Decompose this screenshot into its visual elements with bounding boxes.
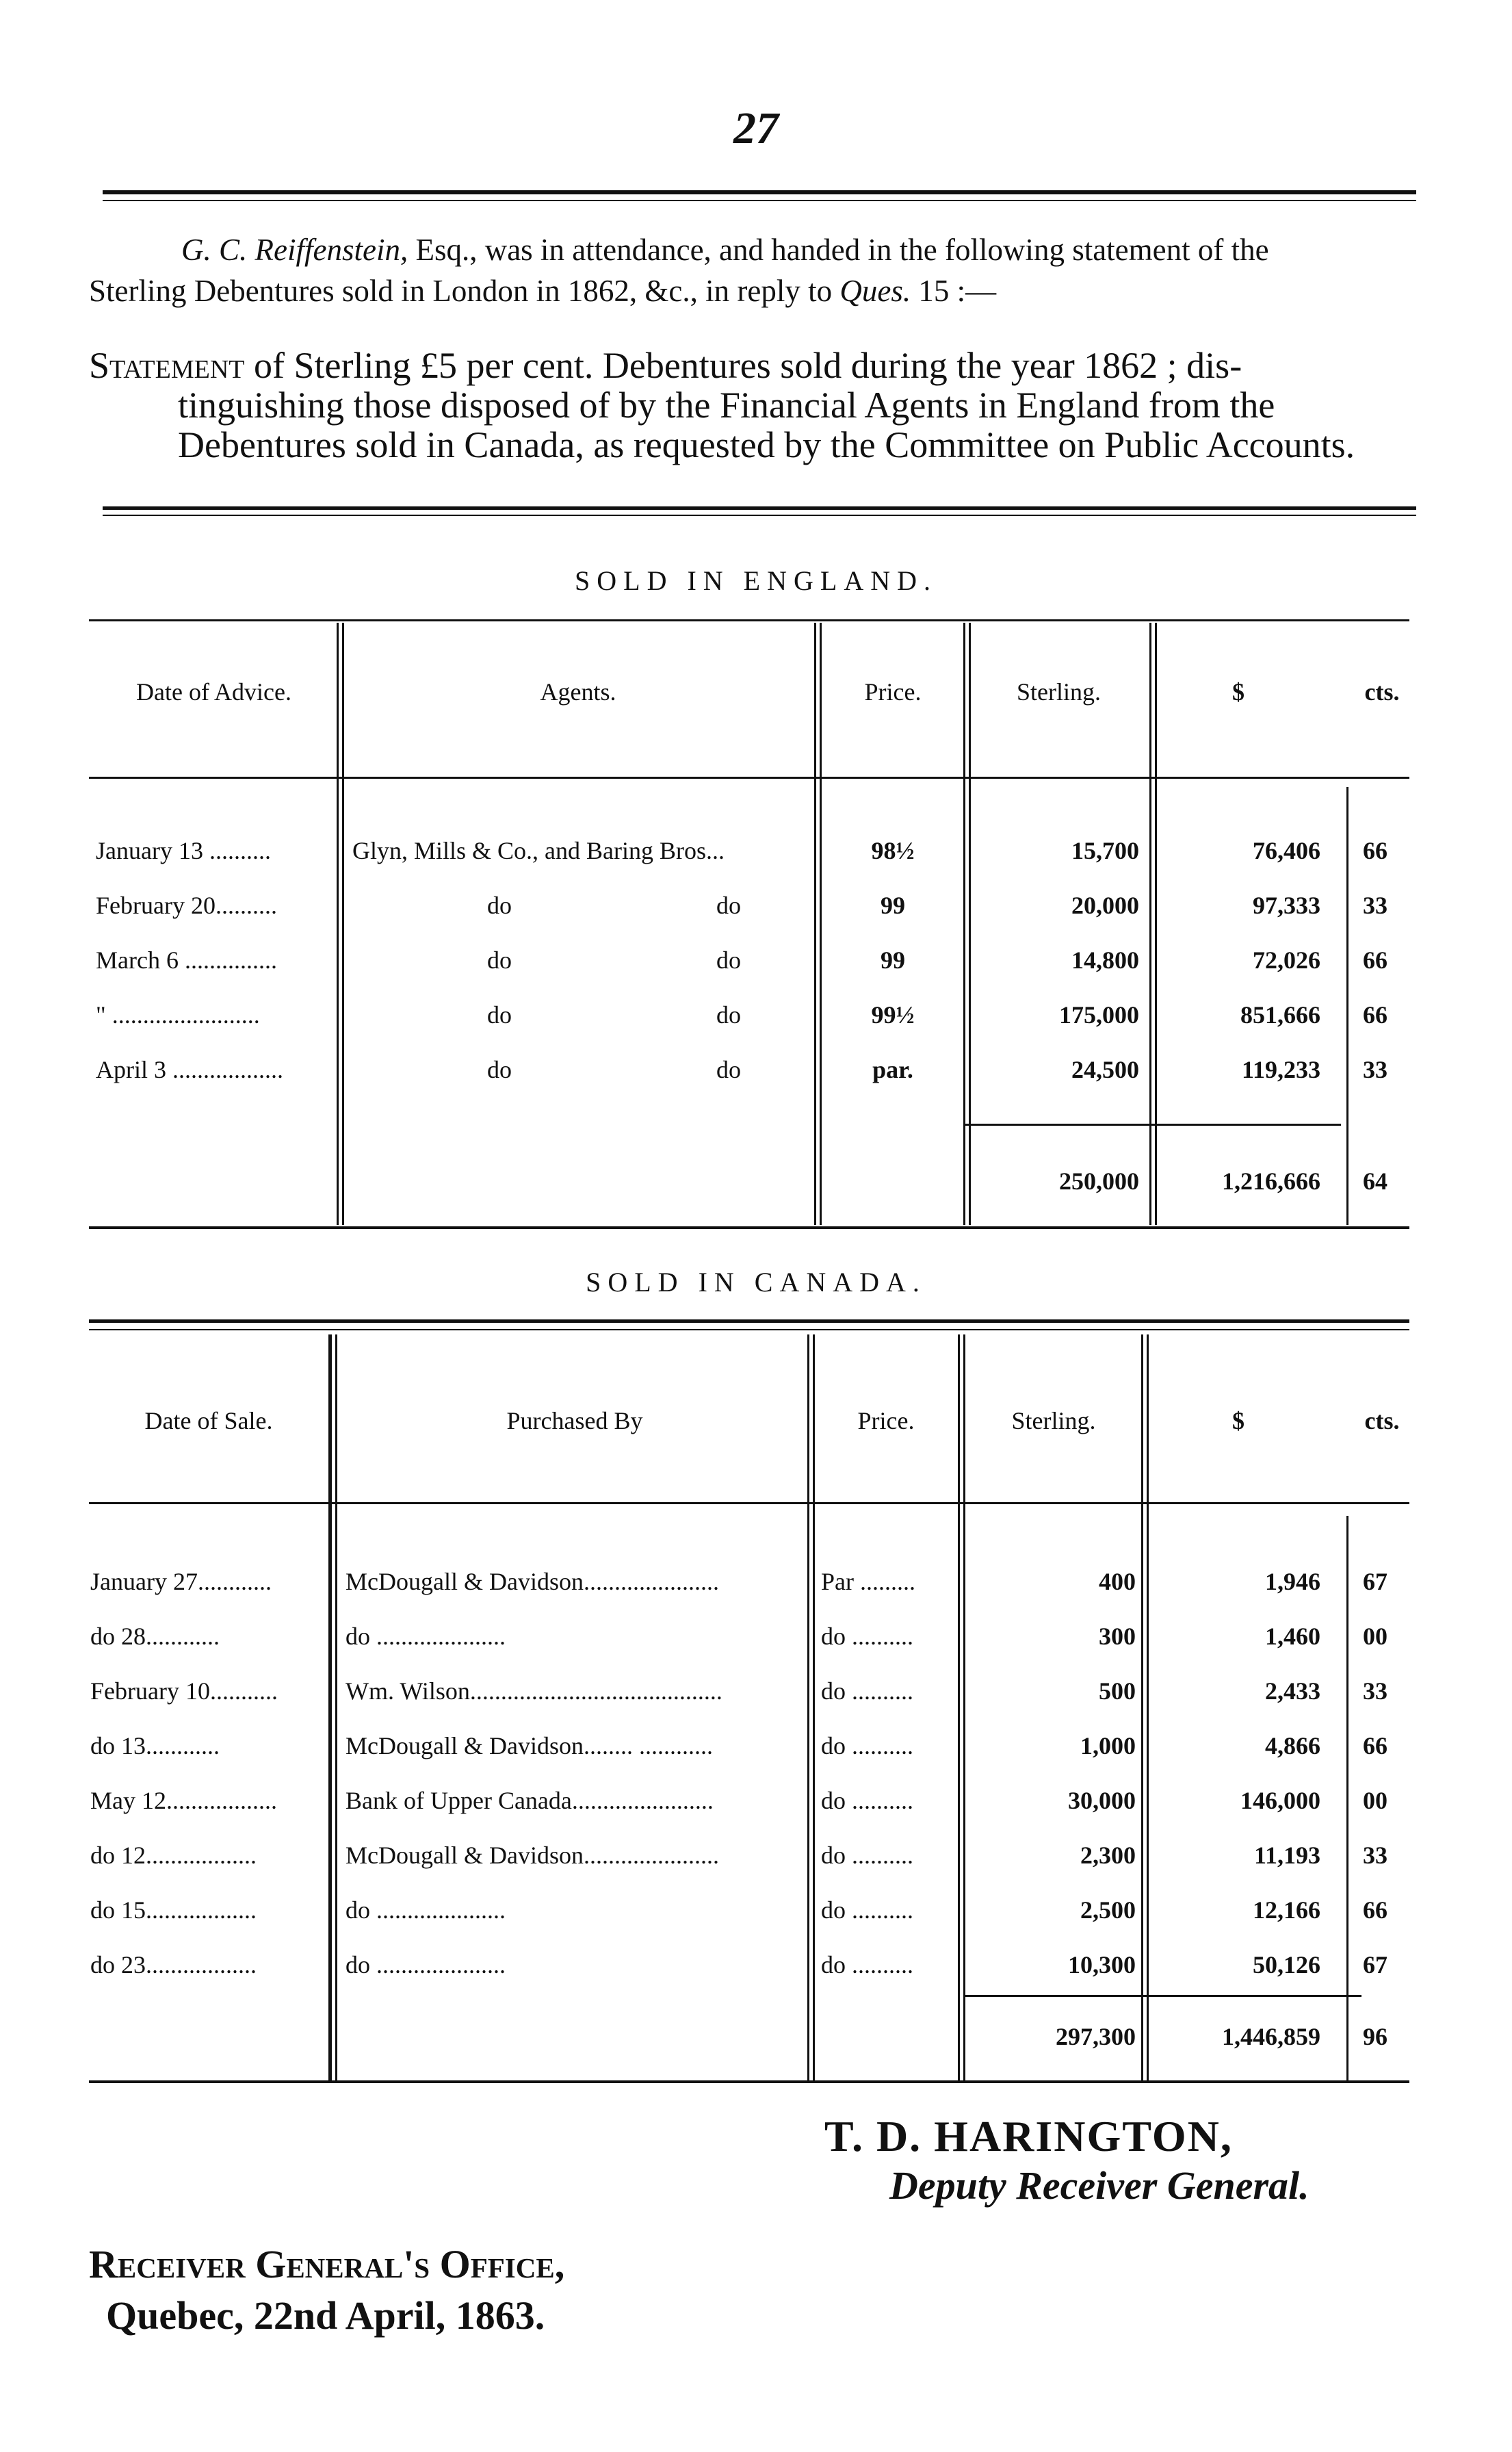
canada-row-price: do .......... xyxy=(821,1677,913,1705)
england-row-dollars: 76,406 xyxy=(1253,837,1320,864)
england-header-dollars: $ xyxy=(1232,678,1244,706)
england-row-dollars: 97,333 xyxy=(1253,892,1320,919)
canada-row-dollars: 2,433 xyxy=(1265,1677,1320,1705)
england-row-price: 99½ xyxy=(871,1001,915,1029)
england-row-cents: 66 xyxy=(1363,837,1387,864)
canada-row-date: do 15.................. xyxy=(90,1896,257,1924)
canada-row-sterling: 300 xyxy=(1099,1623,1136,1650)
canada-row-price: do .......... xyxy=(821,1896,913,1924)
office-line-2: Quebec, 22nd April, 1863. xyxy=(106,2293,545,2338)
england-header-top-rule xyxy=(89,619,1409,621)
canada-row-buyer: Wm. Wilson......................................... xyxy=(346,1677,722,1705)
england-col-divider-4b xyxy=(1155,623,1157,1225)
canada-row-price: do .......... xyxy=(821,1842,913,1869)
canada-row-date: do 12.................. xyxy=(90,1842,257,1869)
canada-row-cents: 33 xyxy=(1363,1842,1387,1869)
england-row-dollars: 72,026 xyxy=(1253,946,1320,974)
england-header-sterling: Sterling. xyxy=(1017,678,1101,706)
england-col-divider-3b xyxy=(969,623,971,1225)
england-row-agent-2: do xyxy=(716,1056,741,1083)
canada-bottom-rule xyxy=(89,2080,1409,2083)
canada-row-price: do .......... xyxy=(821,1623,913,1650)
canada-v1b xyxy=(335,1334,337,2080)
canada-row-dollars: 50,126 xyxy=(1253,1951,1320,1978)
canada-row-cents: 33 xyxy=(1363,1677,1387,1705)
canada-v4 xyxy=(1141,1334,1143,2080)
intro-paragraph xyxy=(89,229,1430,311)
canada-row-buyer: do ..................... xyxy=(346,1896,506,1924)
page-number: 27 xyxy=(733,103,779,153)
canada-row-cents: 66 xyxy=(1363,1896,1387,1924)
canada-total-cents: 96 xyxy=(1363,2023,1387,2050)
england-col-divider-3 xyxy=(963,623,965,1225)
canada-row-dollars: 1,460 xyxy=(1265,1623,1320,1650)
canada-row-buyer: McDougall & Davidson...................... xyxy=(346,1568,719,1595)
england-row-agent: Glyn, Mills & Co., and Baring Bros... xyxy=(352,837,725,864)
canada-row-dollars: 146,000 xyxy=(1240,1787,1320,1814)
canada-total-dollars: 1,446,859 xyxy=(1222,2023,1320,2050)
canada-row-cents: 00 xyxy=(1363,1787,1387,1814)
england-row-date: April 3 .................. xyxy=(96,1056,283,1083)
england-row-dollars: 851,666 xyxy=(1240,1001,1320,1029)
canada-v5 xyxy=(1346,1516,1348,2080)
canada-total-sterling: 297,300 xyxy=(1056,2023,1136,2050)
england-col-divider-4 xyxy=(1149,623,1151,1225)
canada-row-date: February 10........... xyxy=(90,1677,278,1705)
canada-row-price: Par ......... xyxy=(821,1568,915,1595)
canada-row-buyer: McDougall & Davidson...................... xyxy=(346,1842,719,1869)
canada-row-sterling: 500 xyxy=(1099,1677,1136,1705)
canada-row-buyer: do ..................... xyxy=(346,1951,506,1978)
statement-rule-2 xyxy=(103,515,1416,516)
england-row-agent: do xyxy=(487,1001,512,1029)
canada-row-sterling: 2,300 xyxy=(1080,1842,1136,1869)
intro-text-3: 15 :— xyxy=(911,274,997,308)
canada-row-buyer: do ..................... xyxy=(346,1623,506,1650)
canada-header-top-rule-2 xyxy=(89,1329,1409,1330)
canada-row-dollars: 12,166 xyxy=(1253,1896,1320,1924)
canada-v1 xyxy=(330,1334,332,2080)
england-col-divider-1b xyxy=(342,623,344,1225)
statement-line-2: tinguishing those disposed of by the Financial Agents in England from the xyxy=(178,385,1275,426)
intro-ques: Ques. xyxy=(839,274,911,308)
canada-row-date: do 13............ xyxy=(90,1732,220,1759)
england-row-agent: do xyxy=(487,946,512,974)
canada-row-price: do .......... xyxy=(821,1951,913,1978)
england-row-agent: do xyxy=(487,892,512,919)
england-row-price: par. xyxy=(872,1056,913,1083)
england-row-date: January 13 .......... xyxy=(96,837,271,864)
england-header-date: Date of Advice. xyxy=(136,678,291,706)
england-section-title: SOLD IN ENGLAND. xyxy=(575,565,937,596)
england-header-price: Price. xyxy=(864,678,922,706)
england-row-date: February 20.......... xyxy=(96,892,277,919)
canada-v2 xyxy=(807,1334,809,2080)
england-header-bottom-rule xyxy=(89,777,1409,779)
office-line-1: Receiver General's Office, xyxy=(89,2242,565,2286)
england-row-cents: 33 xyxy=(1363,1056,1387,1083)
england-header-agents: Agents. xyxy=(540,678,616,706)
statement-heading xyxy=(89,346,1430,465)
england-row-agent-2: do xyxy=(716,946,741,974)
canada-row-dollars: 11,193 xyxy=(1253,1842,1320,1869)
canada-row-buyer: McDougall & Davidson........ ............ xyxy=(346,1732,713,1759)
england-total-cents: 64 xyxy=(1363,1167,1387,1195)
canada-header-price: Price. xyxy=(857,1407,915,1434)
intro-text-2: Sterling Debentures sold in London in 1862, &c., in reply to xyxy=(89,274,840,308)
statement-rule-1 xyxy=(103,506,1416,510)
statement-line-1: of Sterling £5 per cent. Debentures sold during the year 1862 ; dis- xyxy=(244,345,1242,386)
canada-row-dollars: 1,946 xyxy=(1265,1568,1320,1595)
canada-row-price: do .......... xyxy=(821,1787,913,1814)
canada-v2b xyxy=(813,1334,815,2080)
england-total-rule xyxy=(965,1124,1341,1126)
england-row-sterling: 15,700 xyxy=(1071,837,1139,864)
top-rule-thick xyxy=(103,190,1416,194)
canada-v3b xyxy=(963,1334,965,2080)
england-col-divider-1 xyxy=(337,623,339,1225)
canada-v4b xyxy=(1147,1334,1149,2080)
england-row-cents: 33 xyxy=(1363,892,1387,919)
signature-name: T. D. HARINGTON, xyxy=(824,2112,1233,2160)
canada-row-date: May 12.................. xyxy=(90,1787,277,1814)
england-header-cents: cts. xyxy=(1364,678,1400,706)
canada-row-sterling: 2,500 xyxy=(1080,1896,1136,1924)
england-row-agent-2: do xyxy=(716,1001,741,1029)
canada-row-date: do 28............ xyxy=(90,1623,220,1650)
england-row-agent-2: do xyxy=(716,892,741,919)
canada-header-sterling: Sterling. xyxy=(1011,1407,1096,1434)
canada-header-bottom-rule xyxy=(89,1502,1409,1504)
canada-row-dollars: 4,866 xyxy=(1265,1732,1320,1759)
england-row-sterling: 14,800 xyxy=(1071,946,1139,974)
england-row-price: 99 xyxy=(881,892,905,919)
canada-row-cents: 67 xyxy=(1363,1951,1387,1978)
canada-total-rule xyxy=(965,1995,1361,1997)
statement-lead: Statement xyxy=(89,345,245,386)
england-row-agent: do xyxy=(487,1056,512,1083)
england-col-divider-2 xyxy=(814,623,816,1225)
canada-row-sterling: 30,000 xyxy=(1068,1787,1136,1814)
england-row-dollars: 119,233 xyxy=(1241,1056,1320,1083)
canada-row-sterling: 10,300 xyxy=(1068,1951,1136,1978)
england-total-dollars: 1,216,666 xyxy=(1222,1167,1320,1195)
canada-v3 xyxy=(958,1334,960,2080)
top-rule-thin xyxy=(103,200,1416,201)
england-col-divider-5 xyxy=(1346,787,1348,1225)
canada-row-price: do .......... xyxy=(821,1732,913,1759)
statement-line-3: Debentures sold in Canada, as requested by the Committee on Public Accounts. xyxy=(178,424,1355,465)
canada-header-buyer: Purchased By xyxy=(506,1407,643,1434)
england-row-sterling: 24,500 xyxy=(1071,1056,1139,1083)
canada-row-sterling: 1,000 xyxy=(1080,1732,1136,1759)
england-bottom-rule xyxy=(89,1226,1409,1229)
england-row-cents: 66 xyxy=(1363,1001,1387,1029)
intro-text-1: Esq., was in attendance, and handed in the following statement of the xyxy=(408,233,1269,267)
england-row-sterling: 175,000 xyxy=(1059,1001,1139,1029)
england-row-price: 98½ xyxy=(871,837,915,864)
canada-row-cents: 67 xyxy=(1363,1568,1387,1595)
england-row-cents: 66 xyxy=(1363,946,1387,974)
canada-section-title: SOLD IN CANADA. xyxy=(586,1267,926,1298)
canada-row-cents: 00 xyxy=(1363,1623,1387,1650)
england-row-date: March 6 ............... xyxy=(96,946,277,974)
england-row-price: 99 xyxy=(881,946,905,974)
signature-title: Deputy Receiver General. xyxy=(889,2163,1309,2208)
canada-row-cents: 66 xyxy=(1363,1732,1387,1759)
canada-header-cents: cts. xyxy=(1364,1407,1400,1434)
canada-row-sterling: 400 xyxy=(1099,1568,1136,1595)
canada-row-date: do 23.................. xyxy=(90,1951,257,1978)
canada-row-buyer: Bank of Upper Canada....................... xyxy=(346,1787,714,1814)
england-total-sterling: 250,000 xyxy=(1059,1167,1139,1195)
england-row-sterling: 20,000 xyxy=(1071,892,1139,919)
canada-header-top-rule xyxy=(89,1319,1409,1323)
england-row-date: " ........................ xyxy=(96,1001,260,1029)
canada-header-dollars: $ xyxy=(1232,1407,1244,1434)
canada-header-date: Date of Sale. xyxy=(144,1407,273,1434)
canada-row-date: January 27............ xyxy=(90,1568,272,1595)
intro-name: G. C. Reiffenstein, xyxy=(181,233,408,267)
england-col-divider-2b xyxy=(820,623,822,1225)
